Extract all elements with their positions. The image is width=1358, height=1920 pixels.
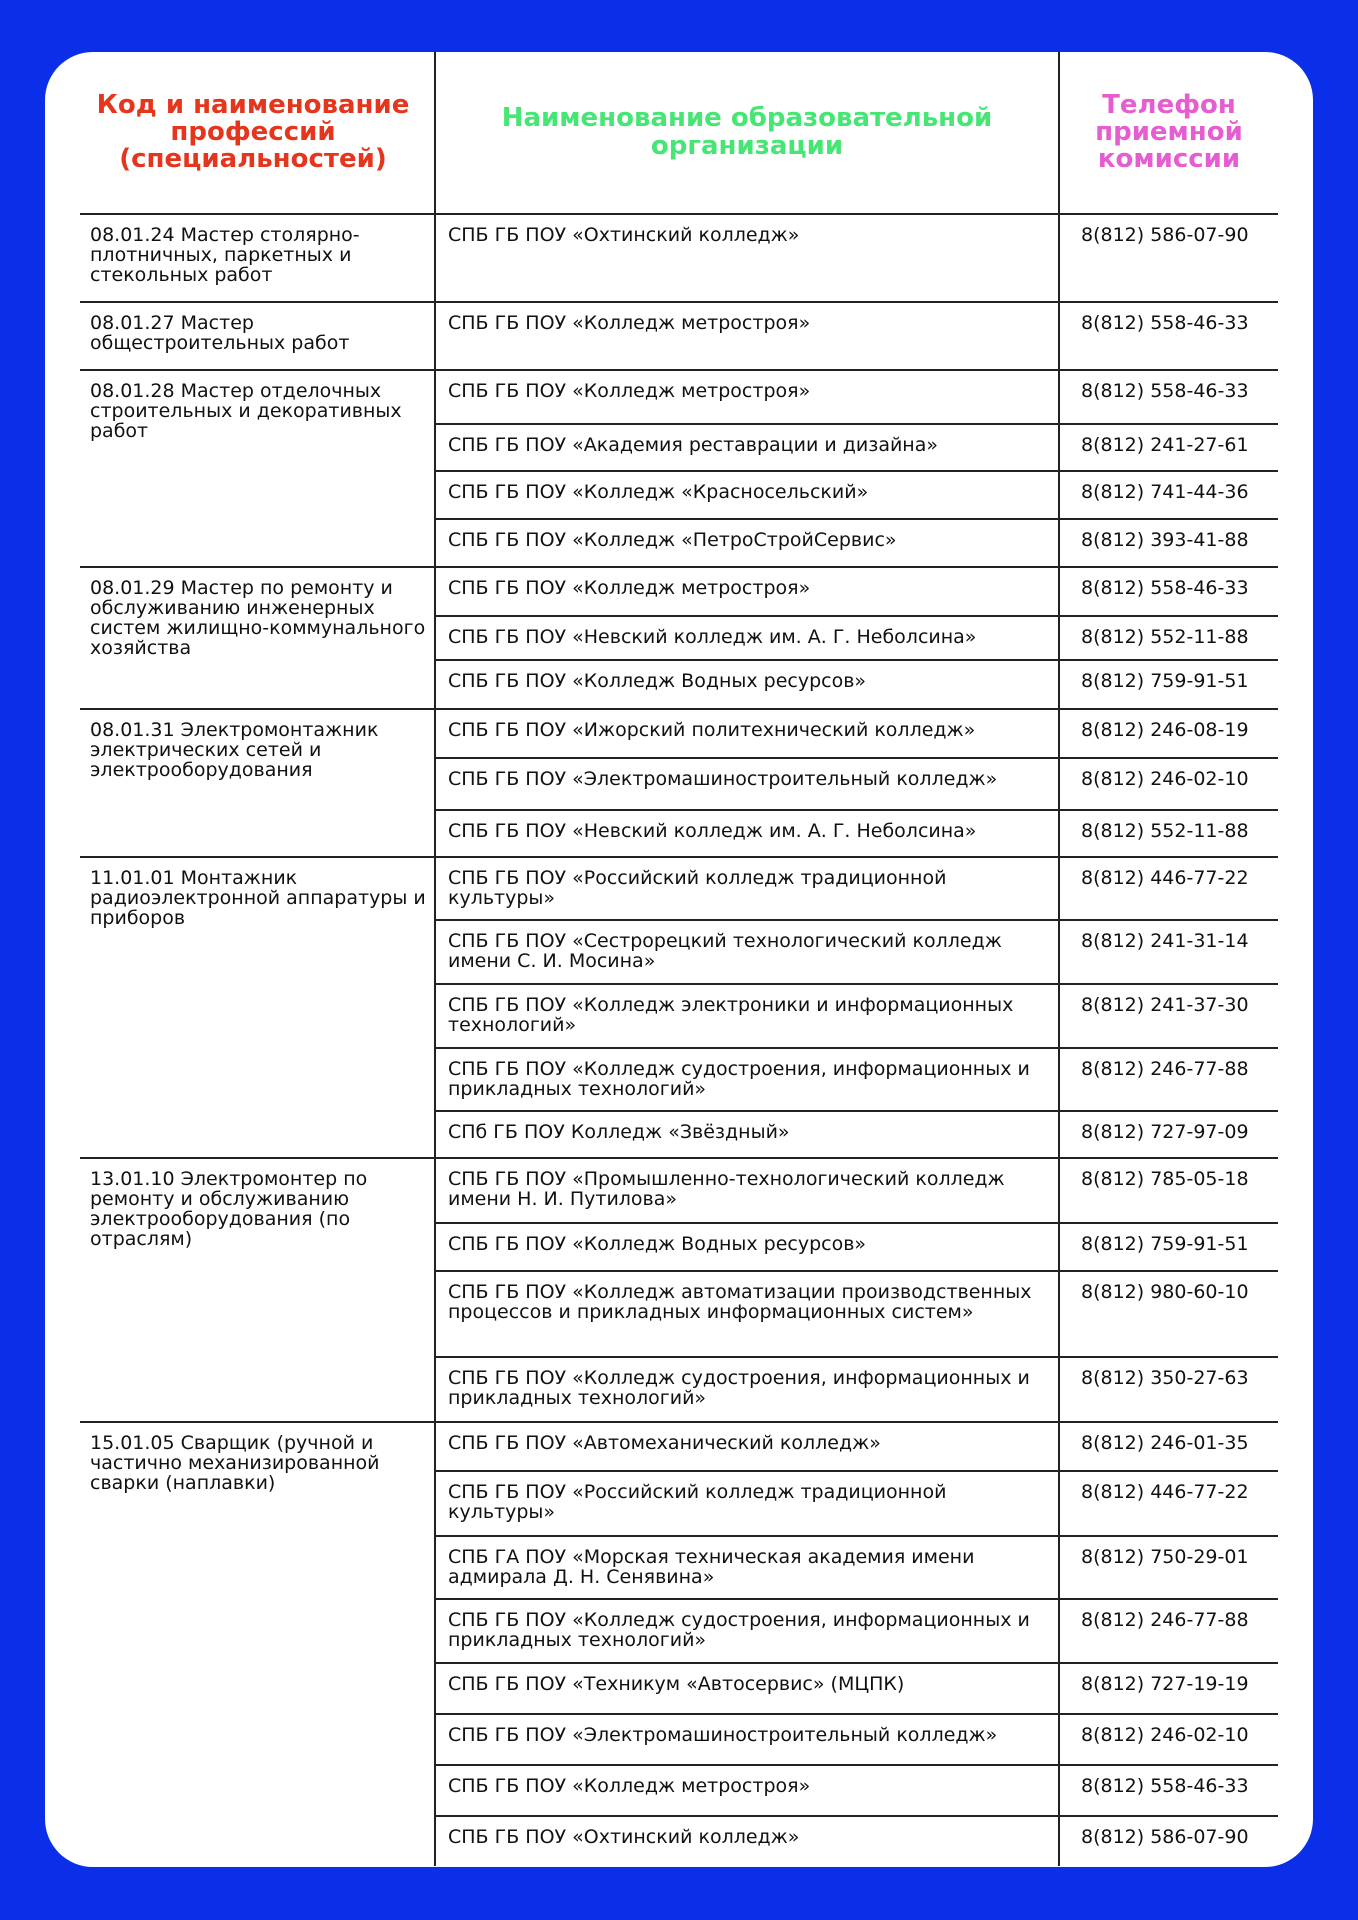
organization-cell: СПб ГБ ПОУ Колледж «Звёздный» — [435, 1111, 1059, 1158]
organization-cell: СПБ ГБ ПОУ «Невский колледж им. А. Г. Неболсина» — [435, 616, 1059, 660]
organization-cell: СПБ ГБ ПОУ «Колледж автоматизации производственных процессов и прикладных информационных систем» — [435, 1271, 1059, 1357]
profession-cell: 11.01.01 Монтажник радиоэлектронной аппаратуры и приборов — [80, 857, 435, 1158]
table-row — [80, 302, 1278, 370]
organization-cell: СПБ ГБ ПОУ «Академия реставрации и дизайна» — [435, 424, 1059, 471]
organization-cell: СПБ ГБ ПОУ «Российский колледж традиционной культуры» — [435, 857, 1059, 920]
phone-cell: 8(812) 241-31-14 — [1059, 920, 1278, 984]
phone-cell: 8(812) 246-02-10 — [1059, 758, 1278, 810]
organization-cell: СПБ ГБ ПОУ «Колледж «Красносельский» — [435, 471, 1059, 519]
content-card — [45, 52, 1313, 1867]
colleges-table — [80, 52, 1278, 1866]
organization-cell: СПБ ГБ ПОУ «Ижорский политехнический колледж» — [435, 709, 1059, 758]
table-row — [80, 1158, 1278, 1223]
phone-cell: 8(812) 759-91-51 — [1059, 660, 1278, 709]
phone-cell: 8(812) 246-77-88 — [1059, 1048, 1278, 1111]
profession-cell: 08.01.31 Электромонтажник электрических сетей и электрооборудования — [80, 709, 435, 857]
phone-cell: 8(812) 586-07-90 — [1059, 214, 1278, 302]
organization-cell: СПБ ГБ ПОУ «Колледж судостроения, информационных и прикладных технологий» — [435, 1357, 1059, 1422]
table-body — [80, 214, 1278, 1866]
organization-cell: СПБ ГБ ПОУ «Техникум «Автосервис» (МЦПК) — [435, 1663, 1059, 1714]
phone-cell: 8(812) 552-11-88 — [1059, 810, 1278, 857]
header-organization: Наименование образовательной организации — [435, 52, 1059, 214]
profession-cell: 13.01.10 Электромонтер по ремонту и обслуживанию электрооборудования (по отраслям) — [80, 1158, 435, 1422]
table-row — [80, 370, 1278, 424]
organization-cell: СПБ ГБ ПОУ «Колледж Водных ресурсов» — [435, 1223, 1059, 1271]
phone-cell: 8(812) 393-41-88 — [1059, 519, 1278, 567]
phone-cell: 8(812) 586-07-90 — [1081, 1826, 1249, 1848]
organization-cell: СПБ ГБ ПОУ «Колледж метростроя» — [435, 567, 1059, 616]
phone-cell: 8(812) 750-29-01 — [1059, 1536, 1278, 1599]
phone-cell: 8(812) 246-02-10 — [1059, 1714, 1278, 1765]
phone-cell: 8(812) 241-37-30 — [1059, 984, 1278, 1048]
table-header-row — [80, 52, 1278, 214]
phone-cell: 8(812) 558-46-33 — [1059, 370, 1278, 424]
organization-cell: СПБ ГБ ПОУ «Колледж Водных ресурсов» — [435, 660, 1059, 709]
profession-cell: 08.01.29 Мастер по ремонту и обслуживанию инженерных систем жилищно-коммунального хозяйства — [80, 567, 435, 709]
organization-cell: СПБ ГБ ПОУ «Электромашиностроительный колледж» — [435, 1714, 1059, 1765]
phone-cell: 8(812) 558-46-33 — [1059, 567, 1278, 616]
phone-cell: 8(812) 741-44-36 — [1059, 471, 1278, 519]
organization-cell: СПБ ГБ ПОУ «Колледж судостроения, информационных и прикладных технологий» — [435, 1599, 1059, 1663]
profession-cell: 08.01.24 Мастер столярно-плотничных, паркетных и стекольных работ — [80, 214, 435, 302]
organization-cell: СПБ ГБ ПОУ «Невский колледж им. А. Г. Неболсина» — [435, 810, 1059, 857]
table-row — [80, 1422, 1278, 1471]
organization-cell: СПБ ГБ ПОУ «Колледж метростроя» — [435, 1765, 1059, 1816]
organization-cell: СПБ ГБ ПОУ «Электромашиностроительный колледж» — [435, 758, 1059, 810]
table-row — [80, 709, 1278, 758]
phone-cell: 8(812) 552-11-88 — [1059, 616, 1278, 660]
organization-cell: СПБ ГБ ПОУ «Промышленно-технологический колледж имени Н. И. Путилова» — [435, 1158, 1059, 1223]
organization-cell: СПБ ГБ ПОУ «Сестрорецкий технологический колледж имени С. И. Мосина» — [435, 920, 1059, 984]
profession-cell: 15.01.05 Сварщик (ручной и частично механизированной сварки (наплавки) — [90, 1432, 380, 1494]
organization-cell: СПБ ГБ ПОУ «Колледж судостроения, информационных и прикладных технологий» — [435, 1048, 1059, 1111]
organization-cell: СПБ ГБ ПОУ «Российский колледж традиционной культуры» — [435, 1471, 1059, 1536]
organization-cell: СПБ ГБ ПОУ «Колледж «ПетроСтройСервис» — [435, 519, 1059, 567]
phone-cell: 8(812) 558-46-33 — [1059, 1765, 1278, 1816]
header-profession: Код и наименование профессий (специальностей) — [80, 52, 435, 214]
organization-cell: СПБ ГБ ПОУ «Колледж метростроя» — [435, 370, 1059, 424]
phone-cell: 8(812) 446-77-22 — [1059, 857, 1278, 920]
phone-cell: 8(812) 350-27-63 — [1059, 1357, 1278, 1422]
phone-cell: 8(812) 246-08-19 — [1059, 709, 1278, 758]
organization-cell: СПБ ГБ ПОУ «Охтинский колледж» — [435, 214, 1059, 302]
phone-cell: 8(812) 241-27-61 — [1059, 424, 1278, 471]
table-row — [80, 857, 1278, 920]
organization-cell: СПБ ГБ ПОУ «Охтинский колледж» — [435, 1816, 1059, 1866]
phone-cell: 8(812) 558-46-33 — [1059, 302, 1278, 370]
phone-cell: 8(812) 727-97-09 — [1059, 1111, 1278, 1158]
profession-cell: 08.01.28 Мастер отделочных строительных и декоративных работ — [80, 370, 435, 567]
profession-cell: 08.01.27 Мастер общестроительных работ — [80, 302, 435, 370]
organization-cell: СПБ ГБ ПОУ «Колледж метростроя» — [435, 302, 1059, 370]
organization-cell: СПБ ГБ ПОУ «Автомеханический колледж» — [435, 1422, 1059, 1471]
table-row — [80, 214, 1278, 302]
phone-cell: 8(812) 980-60-10 — [1059, 1271, 1278, 1357]
phone-cell: 8(812) 246-77-88 — [1059, 1599, 1278, 1663]
phone-cell: 8(812) 727-19-19 — [1059, 1663, 1278, 1714]
header-phone: Телефон приемной комиссии — [1059, 52, 1278, 214]
phone-cell: 8(812) 246-01-35 — [1059, 1422, 1278, 1471]
organization-cell: СПБ ГА ПОУ «Морская техническая академия имени адмирала Д. Н. Сенявина» — [435, 1536, 1059, 1599]
table-row — [80, 567, 1278, 616]
phone-cell: 8(812) 759-91-51 — [1059, 1223, 1278, 1271]
organization-cell: СПБ ГБ ПОУ «Колледж электроники и информационных технологий» — [435, 984, 1059, 1048]
phone-cell: 8(812) 785-05-18 — [1059, 1158, 1278, 1223]
phone-cell: 8(812) 446-77-22 — [1059, 1471, 1278, 1536]
